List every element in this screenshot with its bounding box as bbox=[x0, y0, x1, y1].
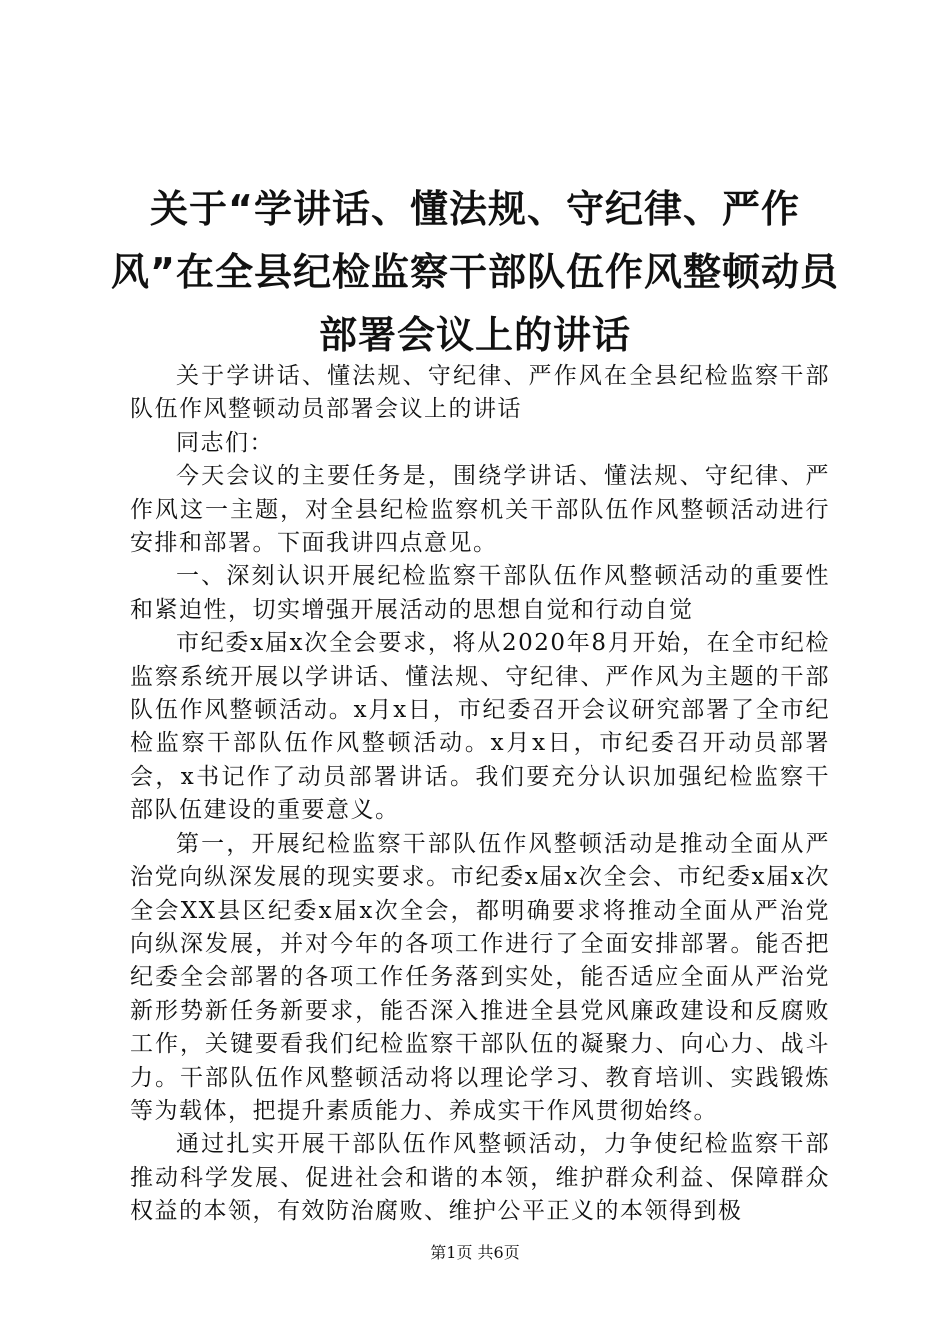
paragraph: 同志们： bbox=[176, 429, 274, 456]
page-footer: 第1页 共6页 bbox=[430, 1243, 520, 1262]
paragraph: 通过扎实开展干部队伍作风整顿活动，力争使纪检监察干部推动科学发展、促进社会和谐的本领，维护群众利益、保障群众权益的本领，有效防治腐败、维护公平正义的本领得到极 bbox=[130, 1131, 830, 1225]
document-body bbox=[130, 360, 830, 1229]
paragraph: 第一，开展纪检监察干部队伍作风整顿活动是推动全面从严治党向纵深发展的现实要求。市纪委x届x次全会、市纪委x届x次全会XX县区纪委x届x次全会，都明确要求将推动全面从严治党向纵深发展，并对今年的各项工作进行了全面安排部署。能否把纪委全会部署的各项工作任务落到实处，能否适应全面从严治党新形势新任务新要求，能否深入推进全县党风廉政建设和反腐败工作，关键要看我们纪检监察干部队伍的凝聚力、向心力、战斗力。干部队伍作风整顿活动将以理论学习、教育培训、实践锻炼等为载体，把提升素质能力、养成实干作风贯彻始终。 bbox=[130, 830, 830, 1124]
paragraph: 关于学讲话、懂法规、守纪律、严作风在全县纪检监察干部队伍作风整顿动员部署会议上的讲话 bbox=[130, 363, 830, 423]
paragraph: 市纪委x届x次全会要求，将从2020年8月开始，在全市纪检监察系统开展以学讲话、懂法规、守纪律、严作风为主题的干部队伍作风整顿活动。x月x日，市纪委召开会议研究部署了全市纪检监察干部队伍作风整顿活动。x月x日，市纪委召开动员部署会，x书记作了动员部署讲话。我们要充分认识加强纪检监察干部队伍建设的重要意义。 bbox=[130, 630, 830, 824]
document-title: 关于“学讲话、懂法规、守纪律、严作风”在全县纪检监察干部队伍作风整顿动员部署会议上的讲话 bbox=[111, 187, 839, 357]
paragraph: 一、深刻认识开展纪检监察干部队伍作风整顿活动的重要性和紧迫性，切实增强开展活动的思想自觉和行动自觉 bbox=[130, 563, 830, 623]
paragraph: 今天会议的主要任务是，围绕学讲话、懂法规、守纪律、严作风这一主题，对全县纪检监察机关干部队伍作风整顿活动进行安排和部署。下面我讲四点意见。 bbox=[130, 463, 830, 557]
